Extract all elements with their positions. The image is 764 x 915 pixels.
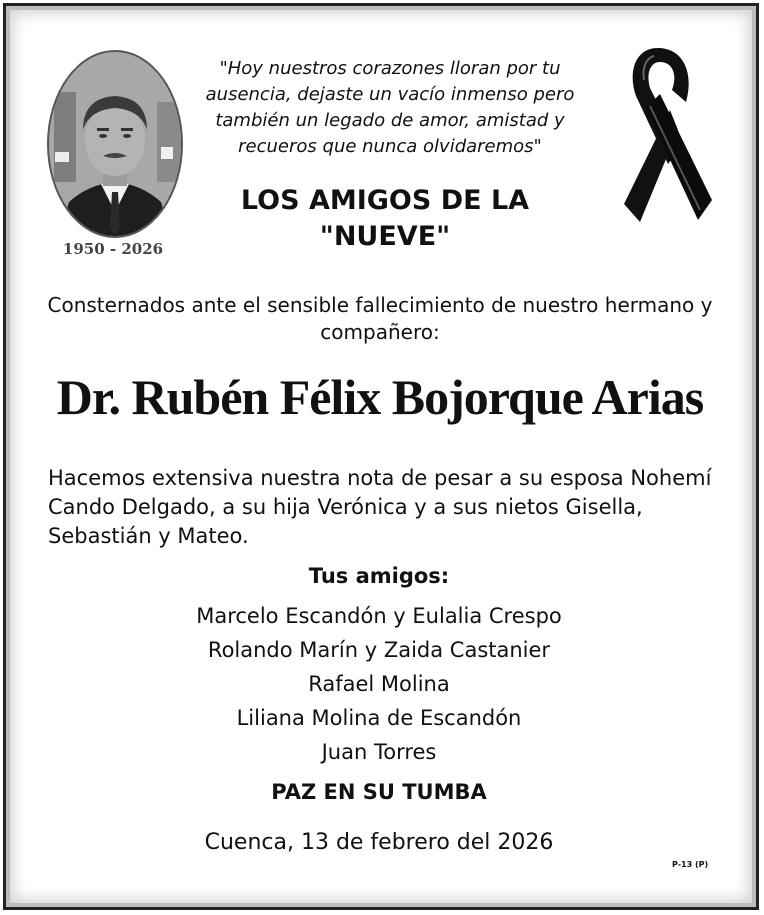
condolence-text: Hacemos extensiva nuestra nota de pesar a su esposa Nohemí Cando Delgado, a su hija Verónica y a sus nietos Gisella, Sebastián y Mateo. [48, 466, 712, 548]
group-name-line2: "NUEVE" [319, 221, 451, 252]
deceased-name: Dr. Rubén Félix Bojorque Arias [56, 369, 704, 425]
publication-code: P-13 (P) [672, 860, 709, 869]
friends-list [0, 601, 758, 771]
intro-text: Consternados ante el sensible fallecimiento de nuestro hermano y compañero: [47, 293, 713, 344]
friend-name: Marcelo Escandón y Eulalia Crespo [196, 604, 562, 628]
group-name-line1: LOS AMIGOS DE LA [240, 185, 530, 216]
friend-name: Juan Torres [321, 740, 437, 764]
memorial-quote: "Hoy nuestros corazones lloran por tu ausencia, dejaste un vacío inmenso pero también un legado de amor, amistad y recueros que nunca olvidaremos" [205, 58, 575, 157]
friend-name: Rolando Marín y Zaida Castanier [207, 638, 551, 662]
mourning-ribbon-icon [606, 44, 716, 228]
portrait-photo [47, 50, 183, 238]
life-years: 1950 - 2026 [62, 240, 164, 258]
group-name [205, 183, 565, 255]
friend-name: Liliana Molina de Escandón [236, 706, 522, 730]
friends-title: Tus amigos: [308, 564, 450, 588]
place-and-date: Cuenca, 13 de febrero del 2026 [204, 830, 554, 855]
friend-name: Rafael Molina [308, 672, 450, 696]
closing-phrase: PAZ EN SU TUMBA [271, 780, 487, 804]
